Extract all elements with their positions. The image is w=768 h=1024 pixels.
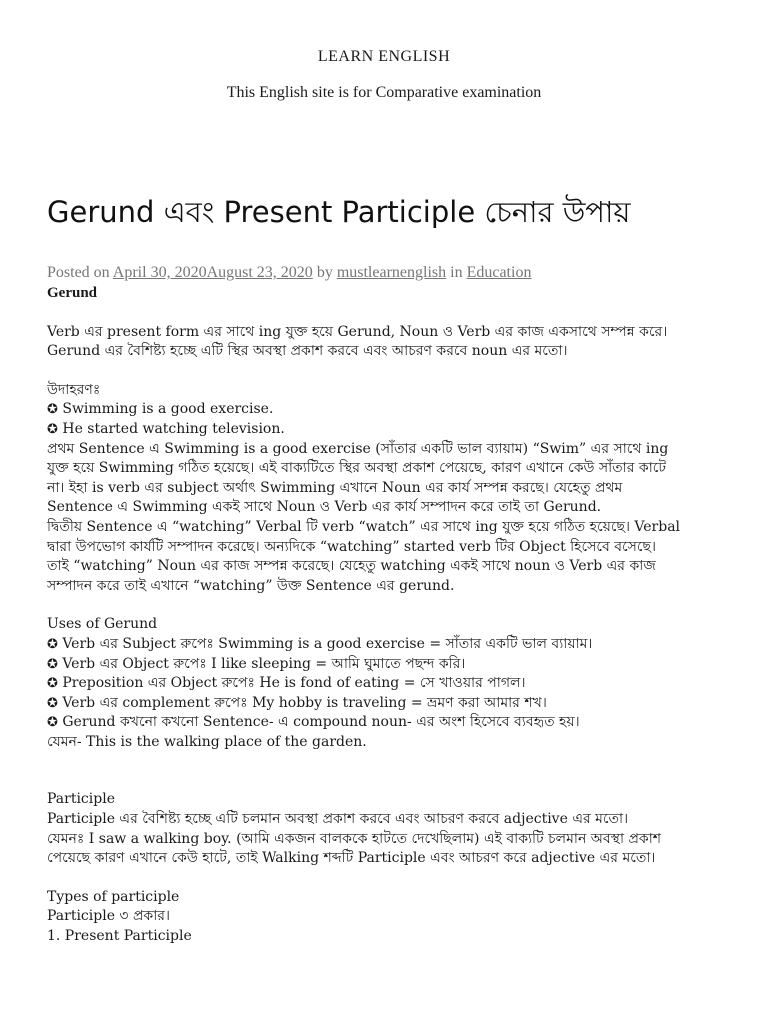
star-circle-icon: ✪ — [47, 715, 58, 731]
intro-line: Gerund এর বৈশিষ্ট্য হচ্ছে এটি স্থির অবস্থা প্রকাশ করবে এবং আচরণ করবে noun এর মতো। — [47, 343, 568, 360]
star-circle-icon: ✪ — [47, 402, 58, 418]
star-circle-icon: ✪ — [47, 636, 58, 652]
types-label: Types of participle — [47, 888, 180, 905]
by-label: by — [316, 264, 333, 281]
intro-line: Verb এর present form এর সাথে ing যুক্ত হয়ে Gerund, Noun ও Verb এর কাজ একসাথে সম্পন্ন করে। — [47, 323, 668, 340]
post-date-link[interactable] — [113, 264, 313, 281]
use-item: ✪ Verb এর Subject রুপেঃ Swimming is a good exercise = সাঁতার একটি ভাল ব্যায়াম। — [47, 635, 593, 652]
use-item: ✪ Verb এর Object রুপেঃ I like sleeping = আমি ঘুমাতে পছন্দ করি। — [47, 655, 466, 672]
use-item: ✪ Preposition এর Object রুপেঃ He is fond of eating = সে খাওয়ার পাগল। — [47, 675, 526, 692]
updated-date: August 23, 2020 — [206, 264, 313, 281]
participle-line: Participle এর বৈশিষ্ট্য হচ্ছে এটি চলমান অবস্থা প্রকাশ করবে এবং আচরণ করবে adjective এর মতো। — [47, 811, 629, 828]
use-item: ✪ Gerund কখনো কখনো Sentence- এ compound noun- এর অংশ হিসেবে ব্যবহৃত হয়। — [47, 714, 580, 731]
uses-label: Uses of Gerund — [47, 616, 158, 633]
section-heading-gerund: Gerund — [47, 285, 98, 301]
example-item: ✪ He started watching television. — [47, 420, 285, 437]
explanation-line: Sentence এ Swimming একই সাথে Noun ও Verb এর কার্য সম্পাদন করে তাই তা Gerund. — [47, 499, 602, 516]
explanation-line: প্রথম Sentence এ Swimming is a good exercise (সাঁতার একটি ভাল ব্যায়াম) “Swim” এর সাথে ing — [47, 440, 669, 457]
post-title: Gerund এবং Present Participle চেনার উপায় — [47, 195, 631, 229]
explanation-line: যুক্ত হয়ে Swimming গঠিত হয়েছে। এই বাক্যটিতে স্থির অবস্থা প্রকাশ পেয়েছে, কারণ এখানে কেউ সাঁতার কাটে — [47, 460, 667, 477]
star-circle-icon: ✪ — [47, 421, 58, 437]
explanation-line: সম্পাদন করে তাই এখানে “watching” উক্ত Sentence এর gerund. — [47, 577, 455, 594]
star-circle-icon: ✪ — [47, 676, 58, 692]
post-body — [47, 284, 727, 947]
star-circle-icon: ✪ — [47, 656, 58, 672]
participle-line: পেয়েছে কারণ এখানে কেউ হাটে, তাই Walking শব্দটি Participle এবং আচরণ করে adjective এর মতো। — [47, 850, 656, 867]
explanation-line: না। ইহা is verb এর subject অর্থাৎ Swimming এখানে Noun এর কার্য সম্পন্ন করছে। যেহেতু প্রথম — [47, 479, 623, 496]
participle-line: যেমনঃ I saw a walking boy. (আমি একজন বালককে হাটতে দেখেছিলাম) এই বাক্যটি চলমান অবস্থা প্রকাশ — [47, 830, 662, 847]
site-title-link[interactable]: LEARN ENGLISH — [317, 48, 451, 65]
types-count: Participle ৩ প্রকার। — [47, 908, 170, 925]
uses-example: যেমন- This is the walking place of the garden. — [47, 733, 367, 750]
site-header — [0, 0, 768, 102]
use-item: ✪ Verb এর complement রুপেঃ My hobby is traveling = ভ্রমণ করা আমার শখ। — [47, 694, 547, 711]
site-description: This English site is for Comparative examination — [226, 84, 542, 101]
types-first: 1. Present Participle — [47, 928, 192, 945]
examples-label: উদাহরণঃ — [47, 381, 101, 398]
star-circle-icon: ✪ — [47, 695, 58, 711]
explanation-line: তাই “watching” Noun এর কাজ সম্পন্ন করেছে। যেহেতু watching একই সাথে noun ও Verb এর কাজ — [47, 558, 656, 575]
example-item: ✪ Swimming is a good exercise. — [47, 401, 274, 418]
author-link[interactable]: mustlearnenglish — [336, 264, 447, 281]
in-label: in — [450, 264, 463, 281]
explanation-line: দ্বারা উপভোগ কার্যটি সম্পাদন করেছে। অন্যদিকে “watching” started verb টির Object হিসেবে বসেছে। — [47, 538, 657, 555]
published-date: April 30, 2020 — [112, 264, 207, 281]
posted-on-label: Posted on — [47, 264, 110, 281]
participle-label: Participle — [47, 791, 115, 808]
explanation-line: দ্বিতীয় Sentence এ “watching” Verbal টি verb “watch” এর সাথে ing যুক্ত হয়ে গঠিত হয়েছে। Verbal — [47, 518, 681, 535]
post-meta — [47, 264, 747, 282]
category-link[interactable]: Education — [466, 264, 532, 281]
